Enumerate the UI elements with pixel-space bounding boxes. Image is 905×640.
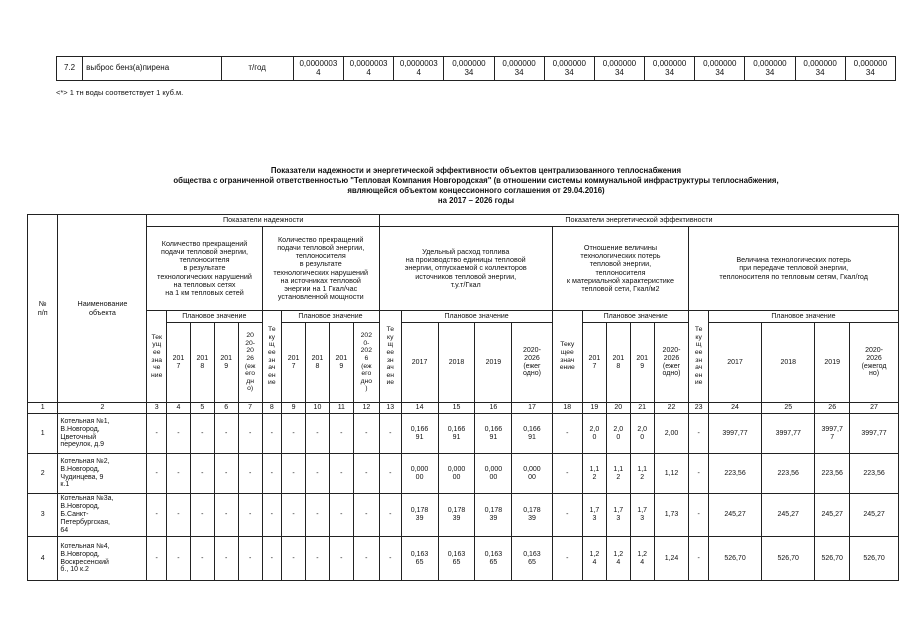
header-year-2020-2026: 2020- 2026 (ежег одно) bbox=[654, 323, 689, 403]
value-cell: - bbox=[282, 454, 306, 494]
value-cell: - bbox=[214, 537, 238, 581]
value-cell: 0,166 91 bbox=[475, 414, 512, 454]
header-year-2018: 201 8 bbox=[306, 323, 330, 403]
value-cell: 1,1 2 bbox=[630, 454, 654, 494]
value-cell: 0,0000003 4 bbox=[343, 57, 393, 81]
value-cell: - bbox=[238, 414, 262, 454]
column-number: 25 bbox=[762, 403, 815, 414]
header-group-loss-ratio: Отношение величины технологических потерь тепловой энергии, теплоносителя к материальной характеристике тепловой сети, Гкал/м2 bbox=[552, 227, 689, 311]
column-number: 26 bbox=[815, 403, 850, 414]
value-cell: - bbox=[190, 454, 214, 494]
value-cell: 0,000000 34 bbox=[544, 57, 594, 81]
value-cell: 0,163 65 bbox=[401, 537, 438, 581]
value-cell: 0,000 00 bbox=[475, 454, 512, 494]
column-number: 10 bbox=[306, 403, 330, 414]
header-year-2019: 201 9 bbox=[630, 323, 654, 403]
value-cell: 1,2 4 bbox=[606, 537, 630, 581]
row-number: 4 bbox=[28, 537, 58, 581]
value-cell: - bbox=[190, 494, 214, 537]
header-year-2017: 2017 bbox=[401, 323, 438, 403]
title-line-2: общества с ограниченной ответственностью "Тепловая Компания Новгородская" (в отношении системы коммунальной инфраструктуры теплоснабжения, bbox=[173, 176, 779, 186]
column-number: 9 bbox=[282, 403, 306, 414]
value-cell: 0,166 91 bbox=[512, 414, 552, 454]
value-cell: 526,70 bbox=[815, 537, 850, 581]
column-number: 24 bbox=[708, 403, 761, 414]
header-current-value: Те ку щ ее зн ач ен ие bbox=[689, 311, 709, 403]
header-current-value: Теку щее знач ение bbox=[552, 311, 582, 403]
header-planned-value: Плановое значение bbox=[708, 311, 898, 323]
title-line-4: на 2017 – 2026 годы bbox=[437, 196, 515, 206]
value-cell: - bbox=[147, 454, 167, 494]
header-planned-value: Плановое значение bbox=[282, 311, 380, 323]
header-group-network-outages: Количество прекращений подачи тепловой энергии, теплоносителя в результате технологических нарушений на тепловых сетях на 1 км тепловых сетей bbox=[147, 227, 262, 311]
value-cell: - bbox=[353, 537, 379, 581]
value-cell: 1,2 4 bbox=[582, 537, 606, 581]
value-cell: 0,0000003 4 bbox=[394, 57, 444, 81]
column-number: 12 bbox=[353, 403, 379, 414]
row-number: 2 bbox=[28, 454, 58, 494]
value-cell: - bbox=[353, 454, 379, 494]
value-cell: 0,0000003 4 bbox=[293, 57, 343, 81]
value-cell: 0,000000 34 bbox=[795, 57, 845, 81]
value-cell: - bbox=[167, 537, 191, 581]
column-number: 22 bbox=[654, 403, 689, 414]
header-year-2020-2026: 20 20- 20 26 (еж его дн о) bbox=[238, 323, 262, 403]
header-current-value: Те ку щ ее зн ач ен ие bbox=[379, 311, 401, 403]
value-cell: 0,166 91 bbox=[438, 414, 475, 454]
column-number: 11 bbox=[329, 403, 353, 414]
value-cell: 0,178 39 bbox=[512, 494, 552, 537]
footnote: <*> 1 тн воды соответствует 1 куб.м. bbox=[56, 88, 184, 97]
value-cell: 0,000000 34 bbox=[845, 57, 895, 81]
value-cell: - bbox=[214, 454, 238, 494]
value-cell: 1,73 bbox=[654, 494, 689, 537]
value-cell: 0,000000 34 bbox=[695, 57, 745, 81]
header-year-2020-2026: 2020- 2026 (ежег одно) bbox=[512, 323, 552, 403]
value-cell: 0,000 00 bbox=[438, 454, 475, 494]
value-cell: 1,7 3 bbox=[630, 494, 654, 537]
value-cell: - bbox=[190, 537, 214, 581]
object-name: Котельная №3а, В.Новгород, Б.Санкт- Петербургская, 64 bbox=[58, 494, 147, 537]
value-cell: 245,27 bbox=[762, 494, 815, 537]
value-cell: - bbox=[214, 414, 238, 454]
value-cell: - bbox=[329, 454, 353, 494]
value-cell: - bbox=[282, 414, 306, 454]
column-number-row bbox=[28, 403, 899, 414]
emissions-table-fragment bbox=[56, 56, 896, 81]
value-cell: - bbox=[282, 494, 306, 537]
value-cell: 0,000 00 bbox=[512, 454, 552, 494]
value-cell: 3997,77 bbox=[708, 414, 761, 454]
table-row bbox=[28, 414, 899, 454]
value-cell: 526,70 bbox=[708, 537, 761, 581]
value-cell: - bbox=[552, 414, 582, 454]
row-number: 3 bbox=[28, 494, 58, 537]
value-cell: - bbox=[329, 414, 353, 454]
value-cell: - bbox=[379, 414, 401, 454]
value-cell: 1,7 3 bbox=[582, 494, 606, 537]
value-cell: 223,56 bbox=[708, 454, 761, 494]
title-line-1: Показатели надежности и энергетической эффективности объектов централизованного теплоснабжения bbox=[270, 166, 682, 175]
value-cell: 526,70 bbox=[762, 537, 815, 581]
value-cell: - bbox=[147, 537, 167, 581]
header-year-2019: 201 9 bbox=[329, 323, 353, 403]
header-planned-value: Плановое значение bbox=[167, 311, 263, 323]
header-year-2019: 201 9 bbox=[214, 323, 238, 403]
value-cell: - bbox=[689, 454, 709, 494]
value-cell: 0,000000 34 bbox=[494, 57, 544, 81]
value-cell: 223,56 bbox=[762, 454, 815, 494]
object-name: Котельная №4, В.Новгород, Воскресенский б., 10 к.2 bbox=[58, 537, 147, 581]
header-year-2017: 201 7 bbox=[167, 323, 191, 403]
value-cell: - bbox=[306, 454, 330, 494]
column-number: 4 bbox=[167, 403, 191, 414]
value-cell: 0,163 65 bbox=[512, 537, 552, 581]
column-number: 18 bbox=[552, 403, 582, 414]
column-number: 15 bbox=[438, 403, 475, 414]
value-cell: 0,178 39 bbox=[475, 494, 512, 537]
header-current-value: Те ку щ ее зн ач ен ие bbox=[262, 311, 282, 403]
value-cell: 526,70 bbox=[850, 537, 899, 581]
header-year-2019: 2019 bbox=[475, 323, 512, 403]
table-body bbox=[28, 414, 899, 581]
value-cell: - bbox=[329, 537, 353, 581]
value-cell: 3997,77 bbox=[762, 414, 815, 454]
header-planned-value: Плановое значение bbox=[582, 311, 688, 323]
object-name: Котельная №1, В.Новгород, Цветочный переулок, д.9 bbox=[58, 414, 147, 454]
value-cell: - bbox=[306, 414, 330, 454]
column-number: 27 bbox=[850, 403, 899, 414]
header-year-2017: 2017 bbox=[708, 323, 761, 403]
value-cell: 245,27 bbox=[815, 494, 850, 537]
value-cell: - bbox=[552, 494, 582, 537]
emission-row-7-2 bbox=[57, 57, 896, 81]
value-cell: - bbox=[306, 537, 330, 581]
row-number: 7.2 bbox=[57, 57, 83, 81]
header-group-fuel-consumption: Удельный расход топлива на производство единицы тепловой энергии, отпускаемой с коллекторов источников тепловой энергии, т.у.т/Гкал bbox=[379, 227, 552, 311]
value-cell: - bbox=[238, 494, 262, 537]
value-cell: 2,00 bbox=[654, 414, 689, 454]
column-number: 16 bbox=[475, 403, 512, 414]
value-cell: - bbox=[689, 494, 709, 537]
value-cell: - bbox=[238, 454, 262, 494]
value-cell: 0,166 91 bbox=[401, 414, 438, 454]
row-number: 1 bbox=[28, 414, 58, 454]
header-current-value: Тек ущ ее зна че ние bbox=[147, 311, 167, 403]
table-row bbox=[28, 494, 899, 537]
column-number: 14 bbox=[401, 403, 438, 414]
row-name: выброс бенз(а)пирена bbox=[83, 57, 221, 81]
column-number: 8 bbox=[262, 403, 282, 414]
column-number: 13 bbox=[379, 403, 401, 414]
value-cell: - bbox=[167, 494, 191, 537]
column-number: 1 bbox=[28, 403, 58, 414]
value-cell: - bbox=[262, 494, 282, 537]
value-cell: - bbox=[147, 414, 167, 454]
column-number: 7 bbox=[238, 403, 262, 414]
column-number: 5 bbox=[190, 403, 214, 414]
value-cell: 1,1 2 bbox=[606, 454, 630, 494]
value-cell: 245,27 bbox=[850, 494, 899, 537]
header-year-2018: 2018 bbox=[762, 323, 815, 403]
value-cell: - bbox=[689, 414, 709, 454]
value-cell: 3997,77 bbox=[850, 414, 899, 454]
value-cell: 0,178 39 bbox=[438, 494, 475, 537]
value-cell: 2,0 0 bbox=[606, 414, 630, 454]
column-number: 23 bbox=[689, 403, 709, 414]
column-number: 17 bbox=[512, 403, 552, 414]
value-cell: - bbox=[379, 454, 401, 494]
header-year-2018: 201 8 bbox=[190, 323, 214, 403]
value-cell: 0,000000 34 bbox=[745, 57, 795, 81]
value-cell: - bbox=[552, 537, 582, 581]
object-name: Котельная №2, В.Новгород, Чудинцева, 9 к.1 bbox=[58, 454, 147, 494]
header-year-2017: 201 7 bbox=[282, 323, 306, 403]
document-title bbox=[56, 166, 896, 207]
value-cell: - bbox=[306, 494, 330, 537]
value-cell: - bbox=[262, 454, 282, 494]
header-energy-efficiency: Показатели энергетической эффективности bbox=[379, 215, 898, 227]
header-year-2017: 201 7 bbox=[582, 323, 606, 403]
value-cell: 2,0 0 bbox=[582, 414, 606, 454]
value-cell: - bbox=[282, 537, 306, 581]
column-number: 3 bbox=[147, 403, 167, 414]
value-cell: - bbox=[262, 537, 282, 581]
row-unit: т/год bbox=[221, 57, 293, 81]
header-group-technological-losses: Величина технологических потерь при передаче тепловой энергии, теплоносителя по тепловым сетям, Гкал/год bbox=[689, 227, 899, 311]
header-number: № п/п bbox=[28, 215, 58, 403]
value-cell: 1,1 2 bbox=[582, 454, 606, 494]
value-cell: - bbox=[147, 494, 167, 537]
header-planned-value: Плановое значение bbox=[401, 311, 552, 323]
value-cell: 223,56 bbox=[850, 454, 899, 494]
value-cell: 3997,7 7 bbox=[815, 414, 850, 454]
header-year-2020-2026: 2020- 2026 (ежегод но) bbox=[850, 323, 899, 403]
value-cell: 1,12 bbox=[654, 454, 689, 494]
value-cell: - bbox=[214, 494, 238, 537]
indicators-table bbox=[27, 214, 899, 581]
header-group-source-outages: Количество прекращений подачи тепловой энергии, теплоносителя в результате технологических нарушений на источниках тепловой энергии на 1 Гкал/час установленной мощности bbox=[262, 227, 379, 311]
value-cell: - bbox=[262, 414, 282, 454]
column-number: 2 bbox=[58, 403, 147, 414]
column-number: 19 bbox=[582, 403, 606, 414]
column-number: 6 bbox=[214, 403, 238, 414]
header-year-2020-2026: 202 0- 202 6 (еж его дно ) bbox=[353, 323, 379, 403]
value-cell: - bbox=[379, 537, 401, 581]
value-cell: - bbox=[167, 414, 191, 454]
header-year-2019: 2019 bbox=[815, 323, 850, 403]
value-cell: - bbox=[552, 454, 582, 494]
header-reliability: Показатели надежности bbox=[147, 215, 379, 227]
value-cell: 1,24 bbox=[654, 537, 689, 581]
value-cell: 0,000000 34 bbox=[444, 57, 494, 81]
value-cell: - bbox=[689, 537, 709, 581]
value-cell: - bbox=[238, 537, 262, 581]
value-cell: 0,163 65 bbox=[475, 537, 512, 581]
value-cell: 0,000000 34 bbox=[594, 57, 644, 81]
header-row-2 bbox=[28, 227, 899, 311]
value-cell: - bbox=[167, 454, 191, 494]
column-number: 20 bbox=[606, 403, 630, 414]
value-cell: 1,7 3 bbox=[606, 494, 630, 537]
title-line-3: являющейся объектом концессионного соглашения от 29.04.2016) bbox=[347, 186, 605, 196]
value-cell: 1,2 4 bbox=[630, 537, 654, 581]
table-row bbox=[28, 454, 899, 494]
value-cell: 2,0 0 bbox=[630, 414, 654, 454]
header-year-2018: 2018 bbox=[438, 323, 475, 403]
value-cell: 0,000000 34 bbox=[645, 57, 695, 81]
header-object-name: Наименование объекта bbox=[58, 215, 147, 403]
value-cell: 223,56 bbox=[815, 454, 850, 494]
value-cell: - bbox=[190, 414, 214, 454]
header-row-1 bbox=[28, 215, 899, 227]
value-cell: - bbox=[329, 494, 353, 537]
value-cell: 0,163 65 bbox=[438, 537, 475, 581]
value-cell: - bbox=[353, 414, 379, 454]
value-cell: - bbox=[353, 494, 379, 537]
header-row-3 bbox=[28, 311, 899, 323]
header-year-2018: 201 8 bbox=[606, 323, 630, 403]
value-cell: - bbox=[379, 494, 401, 537]
value-cell: 245,27 bbox=[708, 494, 761, 537]
column-number: 21 bbox=[630, 403, 654, 414]
table-row bbox=[28, 537, 899, 581]
value-cell: 0,000 00 bbox=[401, 454, 438, 494]
value-cell: 0,178 39 bbox=[401, 494, 438, 537]
